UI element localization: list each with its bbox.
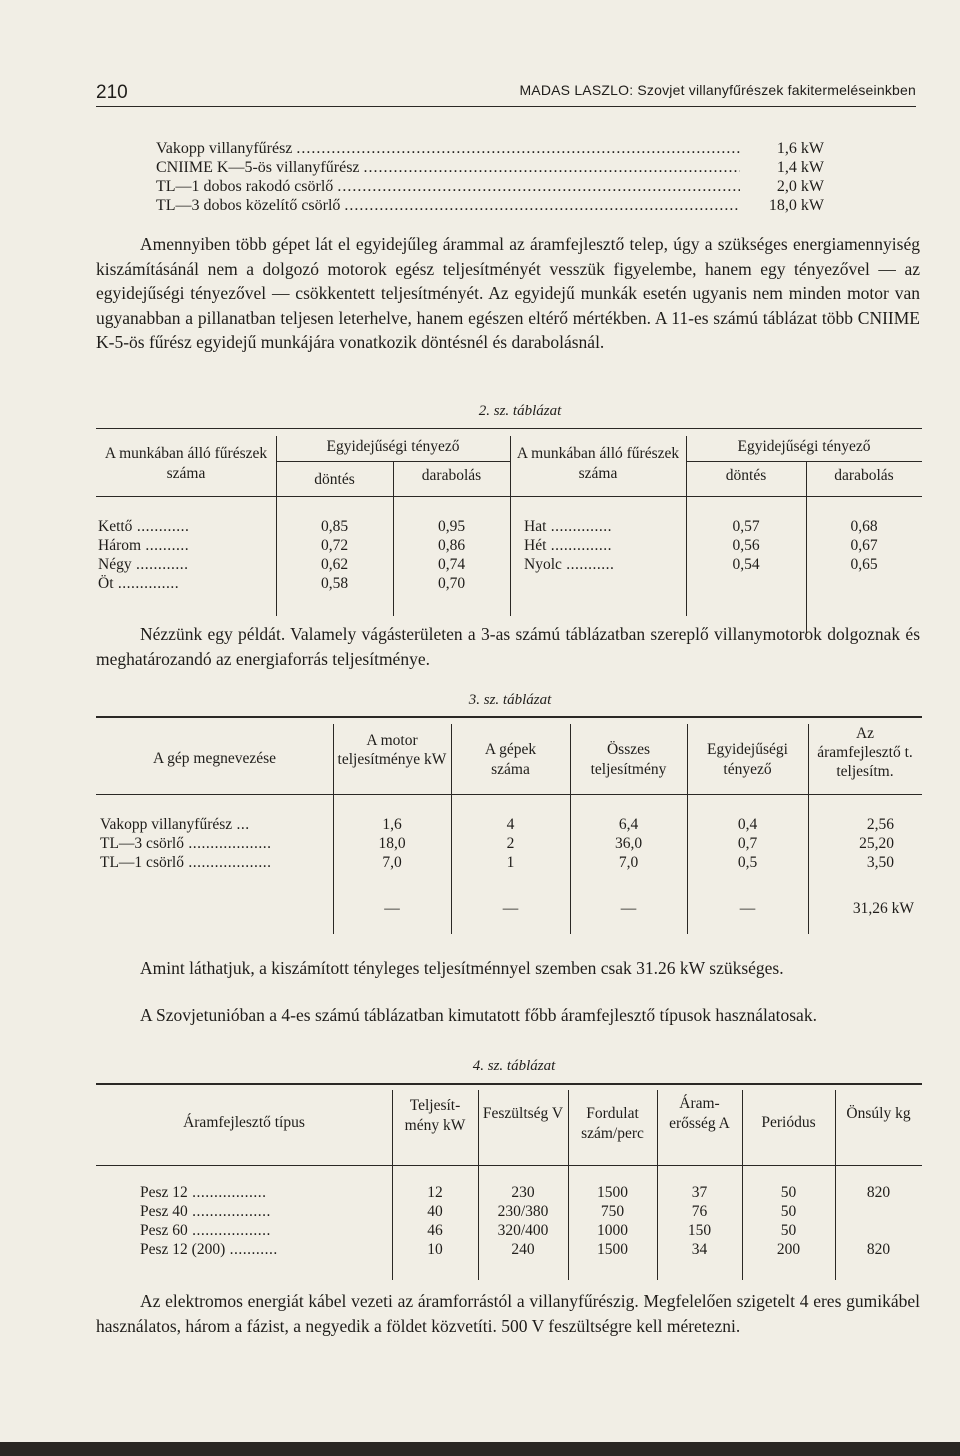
table-row-label: Hét ..............: [524, 537, 613, 554]
table-row-label: Pesz 60 ..................: [140, 1222, 271, 1239]
table-cell: 150: [687, 1222, 712, 1239]
table-cell: 0,85: [320, 518, 349, 535]
table-cell: 0,70: [437, 575, 466, 592]
table-cell: 1500: [597, 1241, 628, 1258]
table-total-cell: —: [620, 900, 637, 917]
table-cell: 0,56: [732, 537, 760, 554]
table-cell: 0,57: [732, 518, 760, 535]
table-cell: 0,68: [850, 518, 878, 535]
table-cell: 0,54: [732, 556, 760, 573]
table-cell: 3,50: [866, 854, 894, 871]
table-cell: 2: [506, 835, 515, 852]
col-header-factor: Egyidejűségi tényező: [326, 438, 460, 455]
page-number: 210: [96, 82, 128, 103]
table3-caption: 3. sz. táblázat: [468, 692, 552, 708]
col-header-saws-right: A munkában álló fűrészek száma: [516, 445, 680, 482]
col-header-generator: Az áramfejlesztő t. teljesítm.: [817, 725, 913, 780]
table-cell: 230/380: [497, 1203, 549, 1220]
paragraph-cable: Az elektromos energiát kábel vezeti az áramforrástól a villanyfűrészig. Megfelelően szigetelt 4 eres gumikábel használatos, három a fázist, a negyedik a földet közvetíti. 500 V feszültségre kell méretezni.: [96, 1291, 920, 1336]
table-row-label: Négy ............: [98, 556, 189, 573]
table-cell: 0,95: [437, 518, 466, 535]
table-cell: 200: [776, 1241, 801, 1258]
table-rule: [96, 1083, 922, 1085]
paragraph-simultaneity: Amennyiben több gépet lát el egyidejűleg árammal az áramfejlesztő telep, úgy a szükséges energiamennyiség kiszámításánál nem a dolgozó motorok egész teljesítményét vesszük figyelembe, hanem egy tényezővel — az egyidejűségi tényezővel — csökkentett teljesítményét. Az egyidejű munkák esetén ugyanis nem minden motor van ugyanabban a pillanatban teljesen leterhelve, hanem egészen eltérő mértékben. A 11-es számú táblázat több CNIIME K-5-ös fűrész egyidejű munkájára vonatkozik döntésnél és darabolásnál.: [96, 234, 920, 352]
table-cell: 0,4: [737, 816, 758, 833]
table-cell: 7,0: [618, 854, 639, 871]
table2-caption: 2. sz. táblázat: [478, 403, 562, 419]
table-row-label: Vakopp villanyfűrész ...: [100, 816, 250, 833]
table-rule: [96, 794, 922, 795]
table-row-label: Nyolc ...........: [524, 556, 615, 573]
list-item: CNIIME K—5-ös villanyfűrész ..... 1,4 kW: [156, 159, 824, 178]
table-cell: 1,6: [382, 816, 402, 833]
table-cell: 0,7: [737, 835, 758, 852]
col-header-cutting-right: darabolás: [834, 467, 894, 484]
table-cell: 1500: [597, 1184, 628, 1201]
col-header-voltage: Feszültség V: [482, 1105, 564, 1122]
table-rule: [96, 1165, 922, 1166]
table-cell: 25,20: [859, 835, 894, 852]
col-header-felling: döntés: [314, 471, 355, 488]
col-header-machine: A gép megnevezése: [152, 750, 277, 767]
table-cell: 0,74: [437, 556, 466, 573]
col-header-type: Áramfejlesztő típus: [183, 1114, 305, 1131]
col-header-count: A gépek száma: [484, 741, 537, 778]
table-cell: 46: [427, 1222, 443, 1239]
table-row-label: Három ..........: [98, 537, 190, 554]
table-cell: 40: [427, 1203, 443, 1220]
table-cell: 0,65: [850, 556, 878, 573]
paragraph-example: Nézzünk egy példát. Valamely vágásterületen a 3-as számú táblázatban szereplő villanymotorok dolgoznak és meghatározandó az energiaforrás teljesítménye.: [96, 624, 920, 669]
table-cell: 50: [780, 1203, 797, 1220]
table-cell: 0,67: [850, 537, 878, 554]
paragraph-result: Amint láthatjuk, a kiszámított tényleges teljesítménnyel szemben csak 31.26 kW szükséges.: [140, 958, 784, 978]
paragraph-generators: A Szovjetunióban a 4-es számú táblázatban kimutatott főbb áramfejlesztő típusok használatosak.: [140, 1005, 817, 1025]
table-cell: 7,0: [382, 854, 402, 871]
table-cell: 230: [511, 1184, 535, 1201]
table-cell: 10: [427, 1241, 443, 1258]
table-cell: 76: [691, 1203, 708, 1220]
col-header-total: Összes teljesítmény: [590, 741, 667, 778]
list-item: Vakopp villanyfűrész ..... 1,6 kW: [156, 140, 824, 159]
table-total-cell: 31,26 kW: [852, 900, 914, 917]
list-item: TL—1 dobos rakodó csörlő ..... 2,0 kW: [156, 178, 824, 197]
table-cell: 50: [780, 1184, 797, 1201]
table-cell: 0,58: [320, 575, 349, 592]
table4-caption: 4. sz. táblázat: [472, 1058, 556, 1074]
table-cell: 0,5: [737, 854, 758, 871]
col-header-power: Teljesít- mény kW: [404, 1097, 466, 1134]
table-row-label: Öt ..............: [98, 575, 180, 592]
col-header-current: Áram- erősség A: [669, 1095, 730, 1132]
table-cell: 750: [600, 1203, 625, 1220]
col-header-period: Periódus: [761, 1114, 816, 1131]
table-row-label: Pesz 40 ..................: [140, 1203, 271, 1220]
table-row-label: Pesz 12 .................: [140, 1184, 267, 1201]
table-cell: 0,62: [320, 556, 349, 573]
running-title: MADAS LASZLO: Szovjet villanyfűrészek fakitermeléseinkben: [519, 82, 916, 98]
table-rule: [96, 496, 922, 497]
table-cell: 0,86: [437, 537, 466, 554]
table-cell: 37: [691, 1184, 708, 1201]
table-row-label: Kettő ............: [98, 518, 190, 535]
table-row-label: Hat ..............: [524, 518, 613, 535]
table-row-label: TL—1 csörlő ...................: [100, 854, 272, 871]
scan-edge: [0, 1442, 960, 1456]
table-cell: 820: [866, 1184, 891, 1201]
table-rule: [96, 716, 922, 718]
table-row-label: Pesz 12 (200) ...........: [140, 1241, 278, 1258]
table-rule: [96, 428, 922, 429]
table-cell: 240: [511, 1241, 535, 1258]
table-cell: 820: [866, 1241, 891, 1258]
col-header-saws: A munkában álló fűrészek száma: [104, 445, 268, 482]
col-header-weight: Önsúly kg: [846, 1105, 911, 1122]
col-header-factor-right: Egyidejűségi tényező: [737, 438, 871, 455]
table-cell: 2,56: [866, 816, 894, 833]
table-cell: 12: [427, 1184, 443, 1201]
table-total-cell: —: [502, 900, 519, 917]
list-item: TL—3 dobos közelítő csörlő ..... 18,0 kW: [156, 197, 824, 216]
table-cell: 0,72: [320, 537, 349, 554]
table-cell: 1: [506, 854, 515, 871]
col-header-cutting: darabolás: [421, 467, 482, 484]
table-cell: 34: [691, 1241, 708, 1258]
col-header-felling-right: döntés: [725, 467, 767, 484]
table-cell: 50: [780, 1222, 797, 1239]
table-total-cell: —: [739, 900, 756, 917]
table-cell: 320/400: [497, 1222, 549, 1239]
col-header-motor-power: A motor teljesítménye kW: [337, 732, 447, 768]
table-cell: 4: [506, 816, 515, 833]
table-row-label: TL—3 csörlő ...................: [100, 835, 272, 852]
table-rule: [686, 461, 922, 462]
col-header-factor: Egyidejűségi tényező: [707, 741, 788, 778]
header-rule: [96, 106, 916, 107]
table-cell: 1000: [597, 1222, 628, 1239]
table-cell: 6,4: [618, 816, 639, 833]
table-total-cell: —: [384, 900, 400, 917]
col-header-rpm: Fordulat szám/perc: [581, 1105, 644, 1142]
power-list: [156, 140, 824, 216]
table-cell: 18,0: [378, 835, 406, 852]
table-cell: 36,0: [614, 835, 643, 852]
